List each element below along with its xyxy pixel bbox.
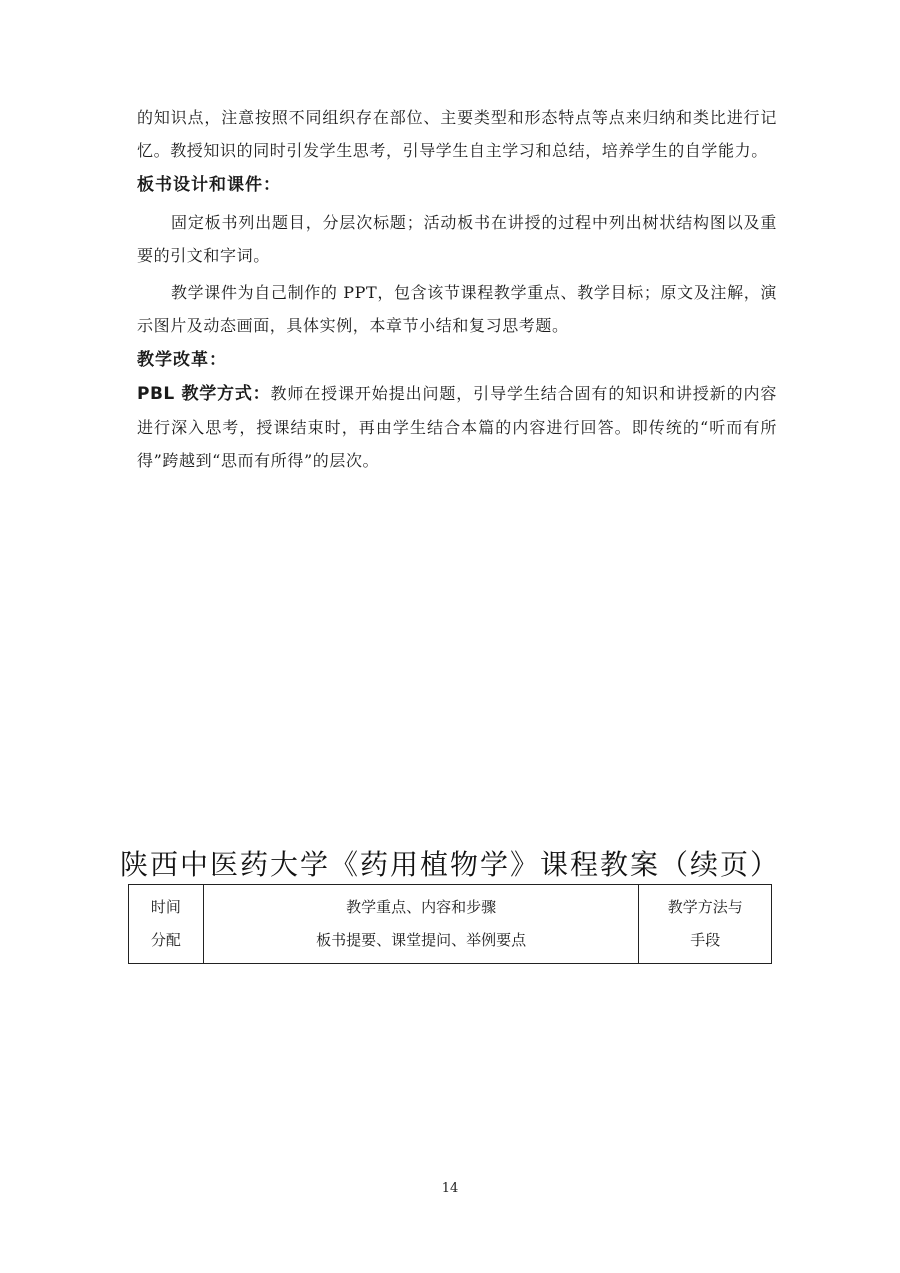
time-allocation-header [129,885,204,964]
time-header-line-1: 时间 [150,898,181,916]
board-design-paragraph-1: 固定板书列出题目，分层次标题；活动板书在讲授的过程中列出树状结构图以及重要的引文和字词。 [137,213,777,265]
teaching-reform-heading: 教学改革： [137,350,227,370]
pbl-lead: PBL 教学方式： [137,384,271,404]
board-design-paragraph-2: 教学课件为自己制作的 PPT，包含该节课程教学重点、教学目标；原文及注解，演示图片及动态画面，具体实例，本章节小结和复习思考题。 [137,283,777,335]
methods-header-line-1: 教学方法与 [667,898,743,916]
table-header-row [129,885,772,964]
continuation-page-title: 陕西中医药大学《药用植物学》课程教案（续页） [119,848,780,881]
methods-means-header [639,885,772,964]
page-number: 14 [441,1181,459,1196]
pbl-text: 教师在授课开始提出问题，引导学生结合固有的知识和讲授新的内容进行深入思考，授课结束时，再由学生结合本篇的内容进行回答。即传统的“听而有所得”跨越到“思而有所得”的层次。 [137,384,777,470]
methods-header-line-2: 手段 [690,931,721,949]
main-text-block [137,101,777,477]
time-header-line-2: 分配 [150,931,181,949]
board-design-heading: 板书设计和课件： [137,175,281,195]
lesson-plan-table [128,884,772,964]
teaching-reform-paragraph [137,377,777,477]
continued-paragraph: 的知识点，注意按照不同组织存在部位、主要类型和形态特点等点来归纳和类比进行记忆。教授知识的同时引发学生思考，引导学生自主学习和总结，培养学生的自学能力。 [137,108,777,160]
content-steps-header [203,885,639,964]
content-header-line-2: 板书提要、课堂提问、举例要点 [316,931,527,949]
content-header-line-1: 教学重点、内容和步骤 [346,898,497,916]
